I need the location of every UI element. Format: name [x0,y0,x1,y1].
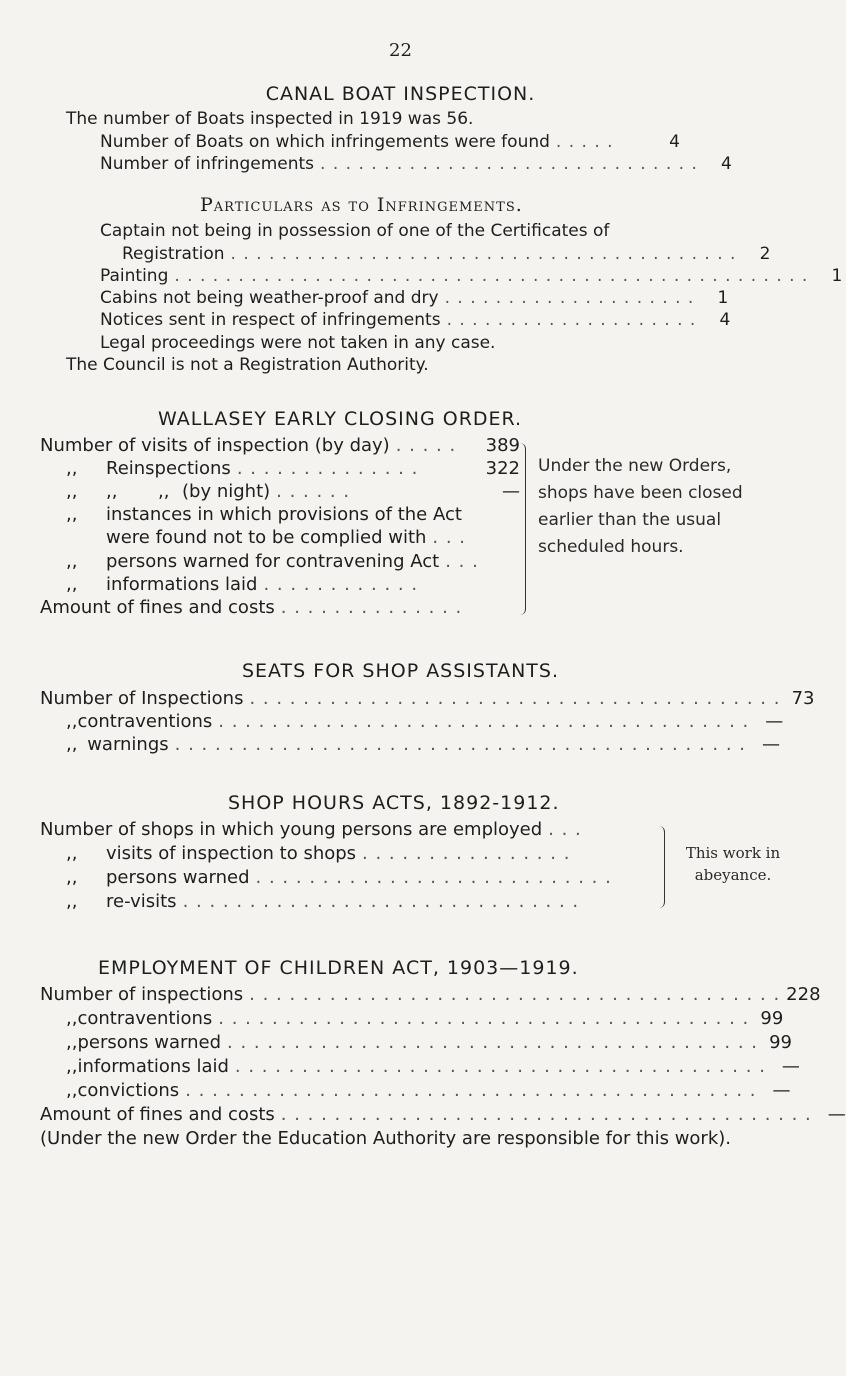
leader-dots: . . . . . . . . . . . . . . . . . . . . . . . . . . . . . . [182,891,580,912]
shop-hours-brace [656,826,665,908]
note-line: abeyance. [694,866,772,884]
row-label: Amount of fines and costs [40,597,275,618]
row-label: Painting [100,266,169,286]
ditto-mark: ,, [66,1080,78,1101]
row-label: Registration [122,244,225,264]
particular-row [122,244,771,266]
leader-dots: . . . . . . . . . . . . . . [280,597,463,618]
note-line: scheduled hours. [538,537,684,557]
row-label: Number of visits of inspection (by day) [40,435,390,456]
note-line: shops have been closed [538,483,743,503]
leader-dots: . . . . . . . . . . . . . . . . . . . . [446,310,697,330]
wallasey-heading: WALLASEY EARLY CLOSING ORDER. [158,408,523,430]
row-label: informations laid [77,1056,229,1077]
wallasey-row [66,458,520,480]
employment-row [66,1080,791,1102]
leader-dots: . . . . . . . . . . . . . . . . . . . . [444,288,695,308]
row-value: 1 [717,288,729,308]
row-label: persons warned [106,867,250,888]
row-label: Cabins not being weather-proof and dry [100,288,439,308]
ditto-mark: ,, [66,1056,78,1077]
row-value: — [762,734,780,755]
row-value: — [502,481,520,502]
ditto-mark: ,, [66,504,78,525]
wallasey-row [106,527,520,549]
wallasey-row [66,574,520,596]
ditto-mark: ,, [66,1008,78,1029]
leader-dots: . . . [432,527,467,548]
row-value: 1 [831,266,843,286]
note-line: Under the new Orders, [538,456,732,476]
leader-dots: . . . . . . . . . . . . . . . . . . . . . . . . . . . . . . . . . . . . . . . . [249,688,781,709]
row-label: Number of shops in which young persons are employed [40,819,543,840]
row-label: Amount of fines and costs [40,1104,275,1125]
wallasey-row [66,504,520,526]
ditto-mark: ,, [66,1032,78,1053]
row-label: persons warned [77,1032,221,1053]
row-value: — [781,1056,800,1077]
leader-dots: . . . . . . . . . . . . . . . . . . . . . . . . . . . [255,867,612,888]
shop-hours-row [66,891,654,913]
leader-dots: . . . . . . . . . . . . . . . . . . . . . . . . . . . . . . . . . . . . . . . . [218,1008,750,1029]
row-label: visits of inspection to shops [106,843,357,864]
wallasey-row [40,597,520,619]
row-value: 4 [669,132,680,152]
employment-row [66,1032,793,1054]
canal-intro: The number of Boats inspected in 1919 was 56. [66,109,474,129]
shop-hours-note [678,842,788,886]
row-value: 73 [791,688,815,709]
row-value: — [772,1080,791,1101]
row-value: 99 [760,1008,784,1029]
leader-dots: . . . . . . . . . . . . . . [236,458,419,479]
canal-heading: CANAL BOAT INSPECTION. [265,83,536,105]
row-label: (by night) [182,481,271,502]
row-value: 228 [786,984,821,1005]
row-label: instances in which provisions of the Act [106,504,462,525]
particular-row [100,310,731,332]
leader-dots: . . . . . . . . . . . . . . . . . . . . . . . . . . . . . . [320,154,698,174]
page-number: 22 [389,40,412,61]
leader-dots: . . . . . . . . . . . . . . . . . . . . . . . . . . . . . . . . . . . . . . . . [227,1032,759,1053]
particular-row [100,266,843,288]
note-line: This work in [685,844,781,862]
ditto-mark: ,, [66,891,78,912]
particular-label-line1: Captain not being in possession of one of the Certificates of [100,221,610,241]
leader-dots: . . . . . . . . . . . . . . . . . . . . . . . . . . . . . . . . . . . . . . . . [234,1056,766,1077]
employment-row [66,1008,784,1030]
wallasey-row [40,435,520,457]
row-label: persons warned for contravening Act [106,551,440,572]
ditto-mark: ,, [66,481,78,502]
ditto-mark: ,, [106,481,118,502]
row-label: Number of Inspections [40,688,244,709]
ditto-mark: ,, [66,458,78,479]
wallasey-brace [517,443,526,615]
row-label: warnings [87,734,169,755]
row-label: Number of infringements [100,154,315,174]
row-label: were found not to be complied with [106,527,427,548]
council-text: The Council is not a Registration Authority. [66,355,429,375]
leader-dots: . . . . . . . . . . . . . . . . . . . . . . . . . . . . . . . . . . . . . . . . . . . . . . . . . . [174,266,809,286]
note-line: earlier than the usual [538,510,722,530]
employment-heading: EMPLOYMENT OF CHILDREN ACT, 1903—1919. [98,957,579,979]
ditto-mark: ,, [66,843,78,864]
employment-row [40,1104,846,1126]
ditto-mark: ,, [66,711,78,732]
employment-footnote: (Under the new Order the Education Authority are responsible for this work). [40,1128,731,1149]
seats-row [66,734,780,756]
particulars-heading: Particulars as to Infringements. [200,194,523,216]
shop-hours-row [40,819,654,841]
seats-row [66,711,784,733]
leader-dots: . . . . . . . . . . . . . . . . [362,843,571,864]
row-value: 389 [485,435,520,456]
row-label: Reinspections [106,458,231,479]
ditto-mark: ,, [66,574,78,595]
shop-hours-row [66,843,654,865]
leader-dots: . . . [548,819,582,840]
row-value: 4 [719,310,731,330]
canal-row [100,132,680,154]
leader-dots: . . . . . . . . . . . . [263,574,419,595]
leader-dots: . . . . . [555,132,614,152]
wallasey-row [66,551,520,573]
ditto-mark: ,, [66,734,78,755]
row-value: 99 [769,1032,793,1053]
employment-row [40,984,821,1006]
row-value: 2 [759,244,771,264]
row-label: re-visits [106,891,177,912]
row-value: — [827,1104,846,1125]
particular-row [100,288,729,310]
row-value: 4 [721,154,732,174]
row-label: Number of inspections [40,984,244,1005]
shop-hours-row [66,867,654,889]
canal-row [100,154,732,176]
leader-dots: . . . . . . . . . . . . . . . . . . . . . . . . . . . . . . . . . . . . . . . . [249,984,781,1005]
leader-dots: . . . . . . . . . . . . . . . . . . . . . . . . . . . . . . . . . . . . . . . . . . . [174,734,746,755]
employment-row [66,1056,800,1078]
ditto-mark: ,, [66,551,78,572]
row-label: informations laid [106,574,258,595]
row-label: contraventions [77,1008,213,1029]
row-label: convictions [77,1080,180,1101]
leader-dots: . . . . . . . . . . . . . . . . . . . . . . . . . . . . . . . . . . . . . . . . [230,244,737,264]
leader-dots: . . . . . . [276,481,351,502]
row-label: Notices sent in respect of infringements [100,310,441,330]
leader-dots: . . . . . . . . . . . . . . . . . . . . . . . . . . . . . . . . . . . . . . . . [218,711,750,732]
leader-dots: . . . . . . . . . . . . . . . . . . . . . . . . . . . . . . . . . . . . . . . . . . . [185,1080,757,1101]
legal-text: Legal proceedings were not taken in any case. [100,333,496,353]
row-label: contraventions [77,711,213,732]
row-label: Number of Boats on which infringements were found [100,132,550,152]
ditto-mark: ,, [158,481,170,502]
leader-dots: . . . [445,551,479,572]
seats-heading: SEATS FOR SHOP ASSISTANTS. [241,660,560,682]
wallasey-row [66,481,520,503]
leader-dots: . . . . . [395,435,457,456]
wallasey-note [538,453,768,561]
row-value: — [765,711,784,732]
leader-dots: . . . . . . . . . . . . . . . . . . . . . . . . . . . . . . . . . . . . . . . . [280,1104,812,1125]
shop-hours-heading: SHOP HOURS ACTS, 1892-1912. [228,792,560,814]
row-value: 322 [485,458,520,479]
seats-row [40,688,815,710]
ditto-mark: ,, [66,867,78,888]
